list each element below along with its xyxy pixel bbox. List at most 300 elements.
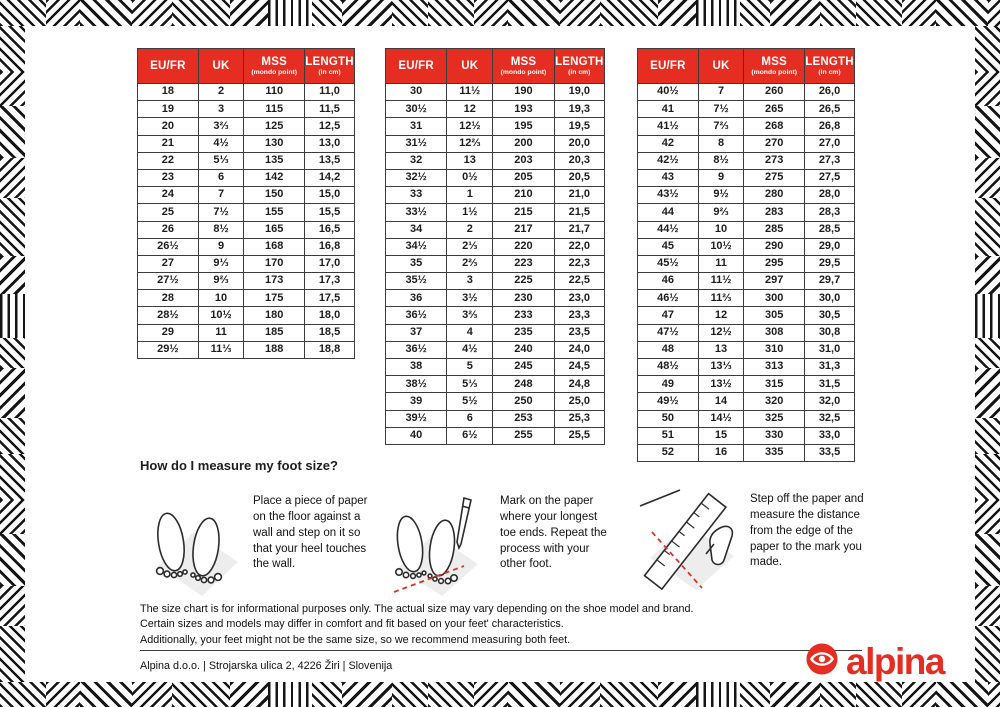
size-table-cell: 2⅔ [447, 255, 493, 272]
size-table-cell: 21,7 [554, 221, 604, 238]
size-table-cell: 313 [744, 359, 805, 376]
size-table-cell: 32,5 [805, 410, 855, 427]
column-header-uk: UK [698, 49, 744, 84]
size-table-cell: 14 [698, 393, 744, 410]
size-table-row [386, 169, 605, 186]
alpina-logo-icon [804, 641, 840, 682]
border-hatch-segment [696, 0, 740, 26]
size-table-row [138, 84, 355, 101]
size-table-cell: 49 [638, 376, 699, 393]
size-table-row [638, 307, 855, 324]
size-table-row [638, 135, 855, 152]
size-table-cell: 295 [744, 255, 805, 272]
size-table-cell: 155 [244, 204, 305, 221]
border-hatch-segment [0, 0, 46, 26]
size-table-row [638, 187, 855, 204]
size-table-cell: 8 [698, 135, 744, 152]
border-hatch-segment [975, 626, 1000, 682]
size-table-cell: 20,3 [554, 152, 604, 169]
size-table-cell: 8½ [698, 152, 744, 169]
size-table-cell: 38 [386, 359, 447, 376]
size-table-cell: 28,5 [805, 221, 855, 238]
border-hatch-segment [600, 682, 658, 707]
size-table-cell: 1 [447, 187, 493, 204]
size-table-row [638, 204, 855, 221]
size-table-cell: 13,5 [305, 152, 355, 169]
size-table-cell: 253 [493, 410, 554, 427]
size-table-row [138, 169, 355, 186]
size-table-cell: 39 [386, 393, 447, 410]
size-table-row [638, 444, 855, 461]
border-hatch-segment [560, 0, 600, 26]
size-table-row [638, 101, 855, 118]
size-table-cell: 125 [244, 118, 305, 135]
size-table-cell: 115 [244, 101, 305, 118]
size-table-row [386, 359, 605, 376]
footer-divider [140, 650, 862, 651]
column-header-mss: MSS (mondo point) [493, 49, 554, 84]
size-table-cell: 185 [244, 324, 305, 341]
size-table-cell: 7 [698, 84, 744, 101]
size-table-cell: 26½ [138, 238, 199, 255]
border-hatch-segment [172, 0, 230, 26]
size-table-cell: 285 [744, 221, 805, 238]
size-table-cell: 6½ [447, 427, 493, 444]
size-table-cell: 175 [244, 290, 305, 307]
size-table-cell: 45½ [638, 255, 699, 272]
size-table-medium [385, 48, 605, 445]
size-table-cell: 32½ [386, 169, 447, 186]
alpina-wordmark: alpina [846, 641, 944, 682]
size-table-cell: 34½ [386, 238, 447, 255]
size-table-cell: 11 [698, 255, 744, 272]
size-table-cell: 27,3 [805, 152, 855, 169]
size-table-cell: 16 [698, 444, 744, 461]
size-table-row [386, 84, 605, 101]
size-table-cell: 32 [386, 152, 447, 169]
border-hatch-segment [975, 198, 1000, 256]
size-table-cell: 5⅓ [447, 376, 493, 393]
border-hatch-segment [975, 454, 1000, 500]
disclaimer-line-2: Certain sizes and models may differ in comfort and fit based on your feet' characteristics. [140, 618, 564, 631]
size-table-cell: 51 [638, 427, 699, 444]
border-hatch-segment [696, 682, 740, 707]
border-hatch-segment [268, 0, 312, 26]
mark-longest-toe-illustration [372, 492, 484, 601]
decorative-border-right [975, 26, 1000, 682]
border-hatch-segment [975, 534, 1000, 586]
size-table-row [638, 376, 855, 393]
border-hatch-segment [770, 0, 820, 26]
size-table-cell: 4½ [447, 341, 493, 358]
border-hatch-segment [0, 500, 25, 534]
size-table-cell: 142 [244, 169, 305, 186]
border-hatch-segment [936, 682, 988, 707]
size-table-row [386, 290, 605, 307]
size-table-cell: 10½ [698, 238, 744, 255]
border-hatch-segment [132, 0, 172, 26]
size-table-cell: 5 [447, 359, 493, 376]
border-hatch-segment [80, 682, 132, 707]
size-table-cell: 11½ [447, 84, 493, 101]
size-table-cell: 12½ [698, 324, 744, 341]
border-hatch-segment [975, 72, 1000, 106]
size-table-cell: 245 [493, 359, 554, 376]
size-table-cell: 29,7 [805, 273, 855, 290]
size-table-cell: 30,5 [805, 307, 855, 324]
size-table-row [386, 221, 605, 238]
border-hatch-segment [975, 586, 1000, 626]
border-hatch-segment [856, 0, 902, 26]
size-table-row [638, 341, 855, 358]
border-hatch-segment [46, 0, 80, 26]
border-hatch-segment [975, 368, 1000, 418]
column-header-mss: MSS (mondo point) [744, 49, 805, 84]
border-hatch-segment [902, 0, 936, 26]
size-table-row [386, 152, 605, 169]
column-header-uk: UK [447, 49, 493, 84]
size-table-cell: 220 [493, 238, 554, 255]
size-table-cell: 4½ [198, 135, 244, 152]
size-table-cell: 46 [638, 273, 699, 290]
size-table-cell: 48½ [638, 359, 699, 376]
size-table-cell: 3 [198, 101, 244, 118]
border-hatch-segment [600, 0, 658, 26]
size-table-cell: 3⅔ [198, 118, 244, 135]
size-table-cell: 26,0 [805, 84, 855, 101]
size-table-cell: 10 [698, 221, 744, 238]
size-table-cell: 240 [493, 341, 554, 358]
size-table-cell: 25,3 [554, 410, 604, 427]
border-hatch-segment [658, 0, 696, 26]
size-table-cell: 36½ [386, 341, 447, 358]
size-table-cell: 43½ [638, 187, 699, 204]
size-table-row [386, 307, 605, 324]
size-table-cell: 15,0 [305, 187, 355, 204]
size-table-cell: 36 [386, 290, 447, 307]
size-table-cell: 11,0 [305, 84, 355, 101]
size-table-cell: 8½ [198, 221, 244, 238]
border-hatch-segment [856, 682, 902, 707]
size-table-cell: 39½ [386, 410, 447, 427]
size-table-cell: 40 [386, 427, 447, 444]
table-header-row [638, 49, 855, 84]
size-table-cell: 41½ [638, 118, 699, 135]
size-table-cell: 217 [493, 221, 554, 238]
size-table-cell: 33,5 [805, 444, 855, 461]
size-table-cell: 13,0 [305, 135, 355, 152]
border-hatch-segment [428, 0, 474, 26]
size-table-cell: 21,5 [554, 204, 604, 221]
size-table-cell: 130 [244, 135, 305, 152]
size-table-cell: 9⅓ [198, 255, 244, 272]
size-table-cell: 10½ [198, 307, 244, 324]
size-table-cell: 14½ [698, 410, 744, 427]
table-header-row [138, 49, 355, 84]
size-table-row [138, 307, 355, 324]
size-table-cell: 29,5 [805, 255, 855, 272]
size-table-cell: 31½ [386, 135, 447, 152]
size-table-cell: 233 [493, 307, 554, 324]
size-table-cell: 11 [198, 324, 244, 341]
size-table-row [386, 324, 605, 341]
size-table-cell: 52 [638, 444, 699, 461]
border-hatch-segment [0, 418, 25, 454]
border-hatch-segment [902, 682, 936, 707]
size-table-cell: 24 [138, 187, 199, 204]
size-table-row [138, 187, 355, 204]
size-table-cell: 12⅔ [447, 135, 493, 152]
size-table-cell: 22,0 [554, 238, 604, 255]
size-table-cell: 33 [386, 187, 447, 204]
size-table-cell: 22 [138, 152, 199, 169]
size-table-cell: 4 [447, 324, 493, 341]
size-table-cell: 2 [198, 84, 244, 101]
size-table-row [386, 393, 605, 410]
size-table-cell: 42 [638, 135, 699, 152]
size-table-cell: 210 [493, 187, 554, 204]
size-table-cell: 35 [386, 255, 447, 272]
size-table-cell: 50 [638, 410, 699, 427]
size-table-row [638, 221, 855, 238]
border-hatch-segment [988, 682, 1000, 707]
size-table-cell: 28,3 [805, 204, 855, 221]
size-table-cell: 0½ [447, 169, 493, 186]
size-table-row [138, 221, 355, 238]
size-table-cell: 19 [138, 101, 199, 118]
size-table-cell: 280 [744, 187, 805, 204]
size-table-cell: 32,0 [805, 393, 855, 410]
size-table-cell: 31 [386, 118, 447, 135]
decorative-border-left [0, 26, 25, 682]
size-table-cell: 193 [493, 101, 554, 118]
column-header-uk: UK [198, 49, 244, 84]
size-table-cell: 45 [638, 238, 699, 255]
size-table-cell: 330 [744, 427, 805, 444]
border-hatch-segment [975, 418, 1000, 454]
border-hatch-segment [342, 682, 392, 707]
size-table-cell: 10 [198, 290, 244, 307]
size-table-cell: 47 [638, 307, 699, 324]
column-header-length: LENGTH (in cm) [305, 49, 355, 84]
border-hatch-segment [0, 586, 25, 626]
size-table-row [386, 427, 605, 444]
size-table-cell: 27,0 [805, 135, 855, 152]
size-table-cell: 25,5 [554, 427, 604, 444]
size-table-cell: 33,0 [805, 427, 855, 444]
size-table-cell: 9⅔ [698, 204, 744, 221]
size-table-cell: 275 [744, 169, 805, 186]
size-table-row [638, 359, 855, 376]
border-hatch-segment [740, 0, 770, 26]
border-hatch-segment [770, 682, 820, 707]
size-table-cell: 36½ [386, 307, 447, 324]
size-table-cell: 21 [138, 135, 199, 152]
size-table-cell: 308 [744, 324, 805, 341]
size-table-cell: 7 [198, 187, 244, 204]
border-hatch-segment [560, 682, 600, 707]
size-table-cell: 30½ [386, 101, 447, 118]
column-header-eu-fr: EU/FR [386, 49, 447, 84]
border-hatch-segment [474, 682, 508, 707]
size-table-cell: 188 [244, 341, 305, 358]
size-table-row [386, 135, 605, 152]
size-table-cell: 7½ [198, 204, 244, 221]
size-table-row [138, 152, 355, 169]
size-table-cell: 305 [744, 307, 805, 324]
size-table-cell: 43 [638, 169, 699, 186]
border-hatch-segment [230, 0, 268, 26]
size-table-cell: 203 [493, 152, 554, 169]
size-table-cell: 17,3 [305, 273, 355, 290]
size-table-row [386, 410, 605, 427]
size-table-cell: 235 [493, 324, 554, 341]
size-table-cell: 41 [638, 101, 699, 118]
size-table-cell: 24,0 [554, 341, 604, 358]
size-table-row [386, 273, 605, 290]
size-table-row [638, 84, 855, 101]
measure-section-heading: How do I measure my foot size? [140, 458, 338, 473]
size-table-cell: 12 [447, 101, 493, 118]
border-hatch-segment [820, 682, 856, 707]
size-table-row [638, 273, 855, 290]
border-hatch-segment [975, 106, 1000, 158]
size-table-cell: 290 [744, 238, 805, 255]
border-hatch-segment [0, 682, 46, 707]
border-hatch-segment [80, 0, 132, 26]
size-table-cell: 180 [244, 307, 305, 324]
size-table-row [638, 290, 855, 307]
size-table-cell: 17,5 [305, 290, 355, 307]
size-table-cell: 195 [493, 118, 554, 135]
border-hatch-segment [172, 682, 230, 707]
size-table-row [638, 238, 855, 255]
size-table-cell: 12 [698, 307, 744, 324]
border-hatch-segment [474, 0, 508, 26]
size-table-cell: 29,0 [805, 238, 855, 255]
size-table-cell: 22,5 [554, 273, 604, 290]
size-table-cell: 315 [744, 376, 805, 393]
size-table-cell: 18,5 [305, 324, 355, 341]
size-table-row [638, 255, 855, 272]
size-table-row [386, 101, 605, 118]
size-table-cell: 265 [744, 101, 805, 118]
size-table-cell: 30 [386, 84, 447, 101]
border-hatch-segment [988, 0, 1000, 26]
size-table-cell: 3½ [447, 290, 493, 307]
column-header-mss: MSS (mondo point) [244, 49, 305, 84]
size-table-row [138, 101, 355, 118]
size-table-cell: 31,5 [805, 376, 855, 393]
size-table-cell: 325 [744, 410, 805, 427]
size-table-cell: 16,5 [305, 221, 355, 238]
border-hatch-segment [0, 338, 25, 368]
column-header-length: LENGTH (in cm) [805, 49, 855, 84]
size-table-cell: 173 [244, 273, 305, 290]
border-hatch-segment [268, 682, 312, 707]
size-table-row [638, 169, 855, 186]
size-table-cell: 7⅔ [698, 118, 744, 135]
disclaimer-line-1: The size chart is for informational purposes only. The actual size may vary depending on the shoe model and brand. [140, 603, 694, 615]
size-table-cell: 110 [244, 84, 305, 101]
border-hatch-segment [0, 626, 25, 682]
size-table-cell: 47½ [638, 324, 699, 341]
border-hatch-segment [820, 0, 856, 26]
size-table-cell: 205 [493, 169, 554, 186]
size-table-cell: 230 [493, 290, 554, 307]
size-table-cell: 255 [493, 427, 554, 444]
size-table-cell: 30,8 [805, 324, 855, 341]
size-table-cell: 20,5 [554, 169, 604, 186]
size-table-cell: 11,5 [305, 101, 355, 118]
size-table-cell: 11⅔ [698, 290, 744, 307]
size-table-cell: 27,5 [805, 169, 855, 186]
size-table-cell: 11½ [698, 273, 744, 290]
size-table-cell: 3 [447, 273, 493, 290]
column-header-eu-fr: EU/FR [138, 49, 199, 84]
size-table-cell: 31,3 [805, 359, 855, 376]
size-table-cell: 30,0 [805, 290, 855, 307]
alpina-logo [804, 641, 944, 682]
size-table-cell: 13 [698, 341, 744, 358]
size-table-cell: 165 [244, 221, 305, 238]
size-table-cell: 44 [638, 204, 699, 221]
size-table-cell: 35½ [386, 273, 447, 290]
size-table-cell: 23,0 [554, 290, 604, 307]
size-table-cell: 26 [138, 221, 199, 238]
size-table-cell: 6 [447, 410, 493, 427]
border-hatch-segment [0, 26, 25, 72]
size-table-cell: 12½ [447, 118, 493, 135]
size-table-cell: 19,3 [554, 101, 604, 118]
border-hatch-segment [392, 0, 428, 26]
size-table-cell: 44½ [638, 221, 699, 238]
size-table-cell: 190 [493, 84, 554, 101]
size-table-row [386, 238, 605, 255]
size-table-cell: 248 [493, 376, 554, 393]
company-address: Alpina d.o.o. | Strojarska ulica 2, 4226 Žiri | Slovenija [140, 660, 393, 672]
border-hatch-segment [0, 106, 25, 158]
size-table-cell: 12,5 [305, 118, 355, 135]
border-hatch-segment [0, 294, 25, 338]
size-table-cell: 260 [744, 84, 805, 101]
size-table-cell: 310 [744, 341, 805, 358]
border-hatch-segment [230, 682, 268, 707]
size-table-cell: 21,0 [554, 187, 604, 204]
size-table-cell: 27 [138, 255, 199, 272]
size-table-cell: 215 [493, 204, 554, 221]
size-table-row [138, 324, 355, 341]
measure-step-1-text: Place a piece of paper on the floor against a wall and step on it so that your heel touches the wall. [253, 495, 368, 571]
size-table-row [138, 273, 355, 290]
size-table-large [637, 48, 855, 462]
size-table-cell: 5⅓ [198, 152, 244, 169]
size-table-cell: 40½ [638, 84, 699, 101]
size-table-cell: 19,5 [554, 118, 604, 135]
border-hatch-segment [975, 500, 1000, 534]
size-table-cell: 15,5 [305, 204, 355, 221]
size-table-cell: 11⅓ [198, 341, 244, 358]
size-table-row [638, 393, 855, 410]
size-table-cell: 320 [744, 393, 805, 410]
size-table-cell: 170 [244, 255, 305, 272]
border-hatch-segment [936, 0, 988, 26]
size-table-cell: 17,0 [305, 255, 355, 272]
size-table-cell: 13½ [698, 376, 744, 393]
size-table-cell: 26,5 [805, 101, 855, 118]
size-table-cell: 25,0 [554, 393, 604, 410]
size-table-cell: 24,8 [554, 376, 604, 393]
